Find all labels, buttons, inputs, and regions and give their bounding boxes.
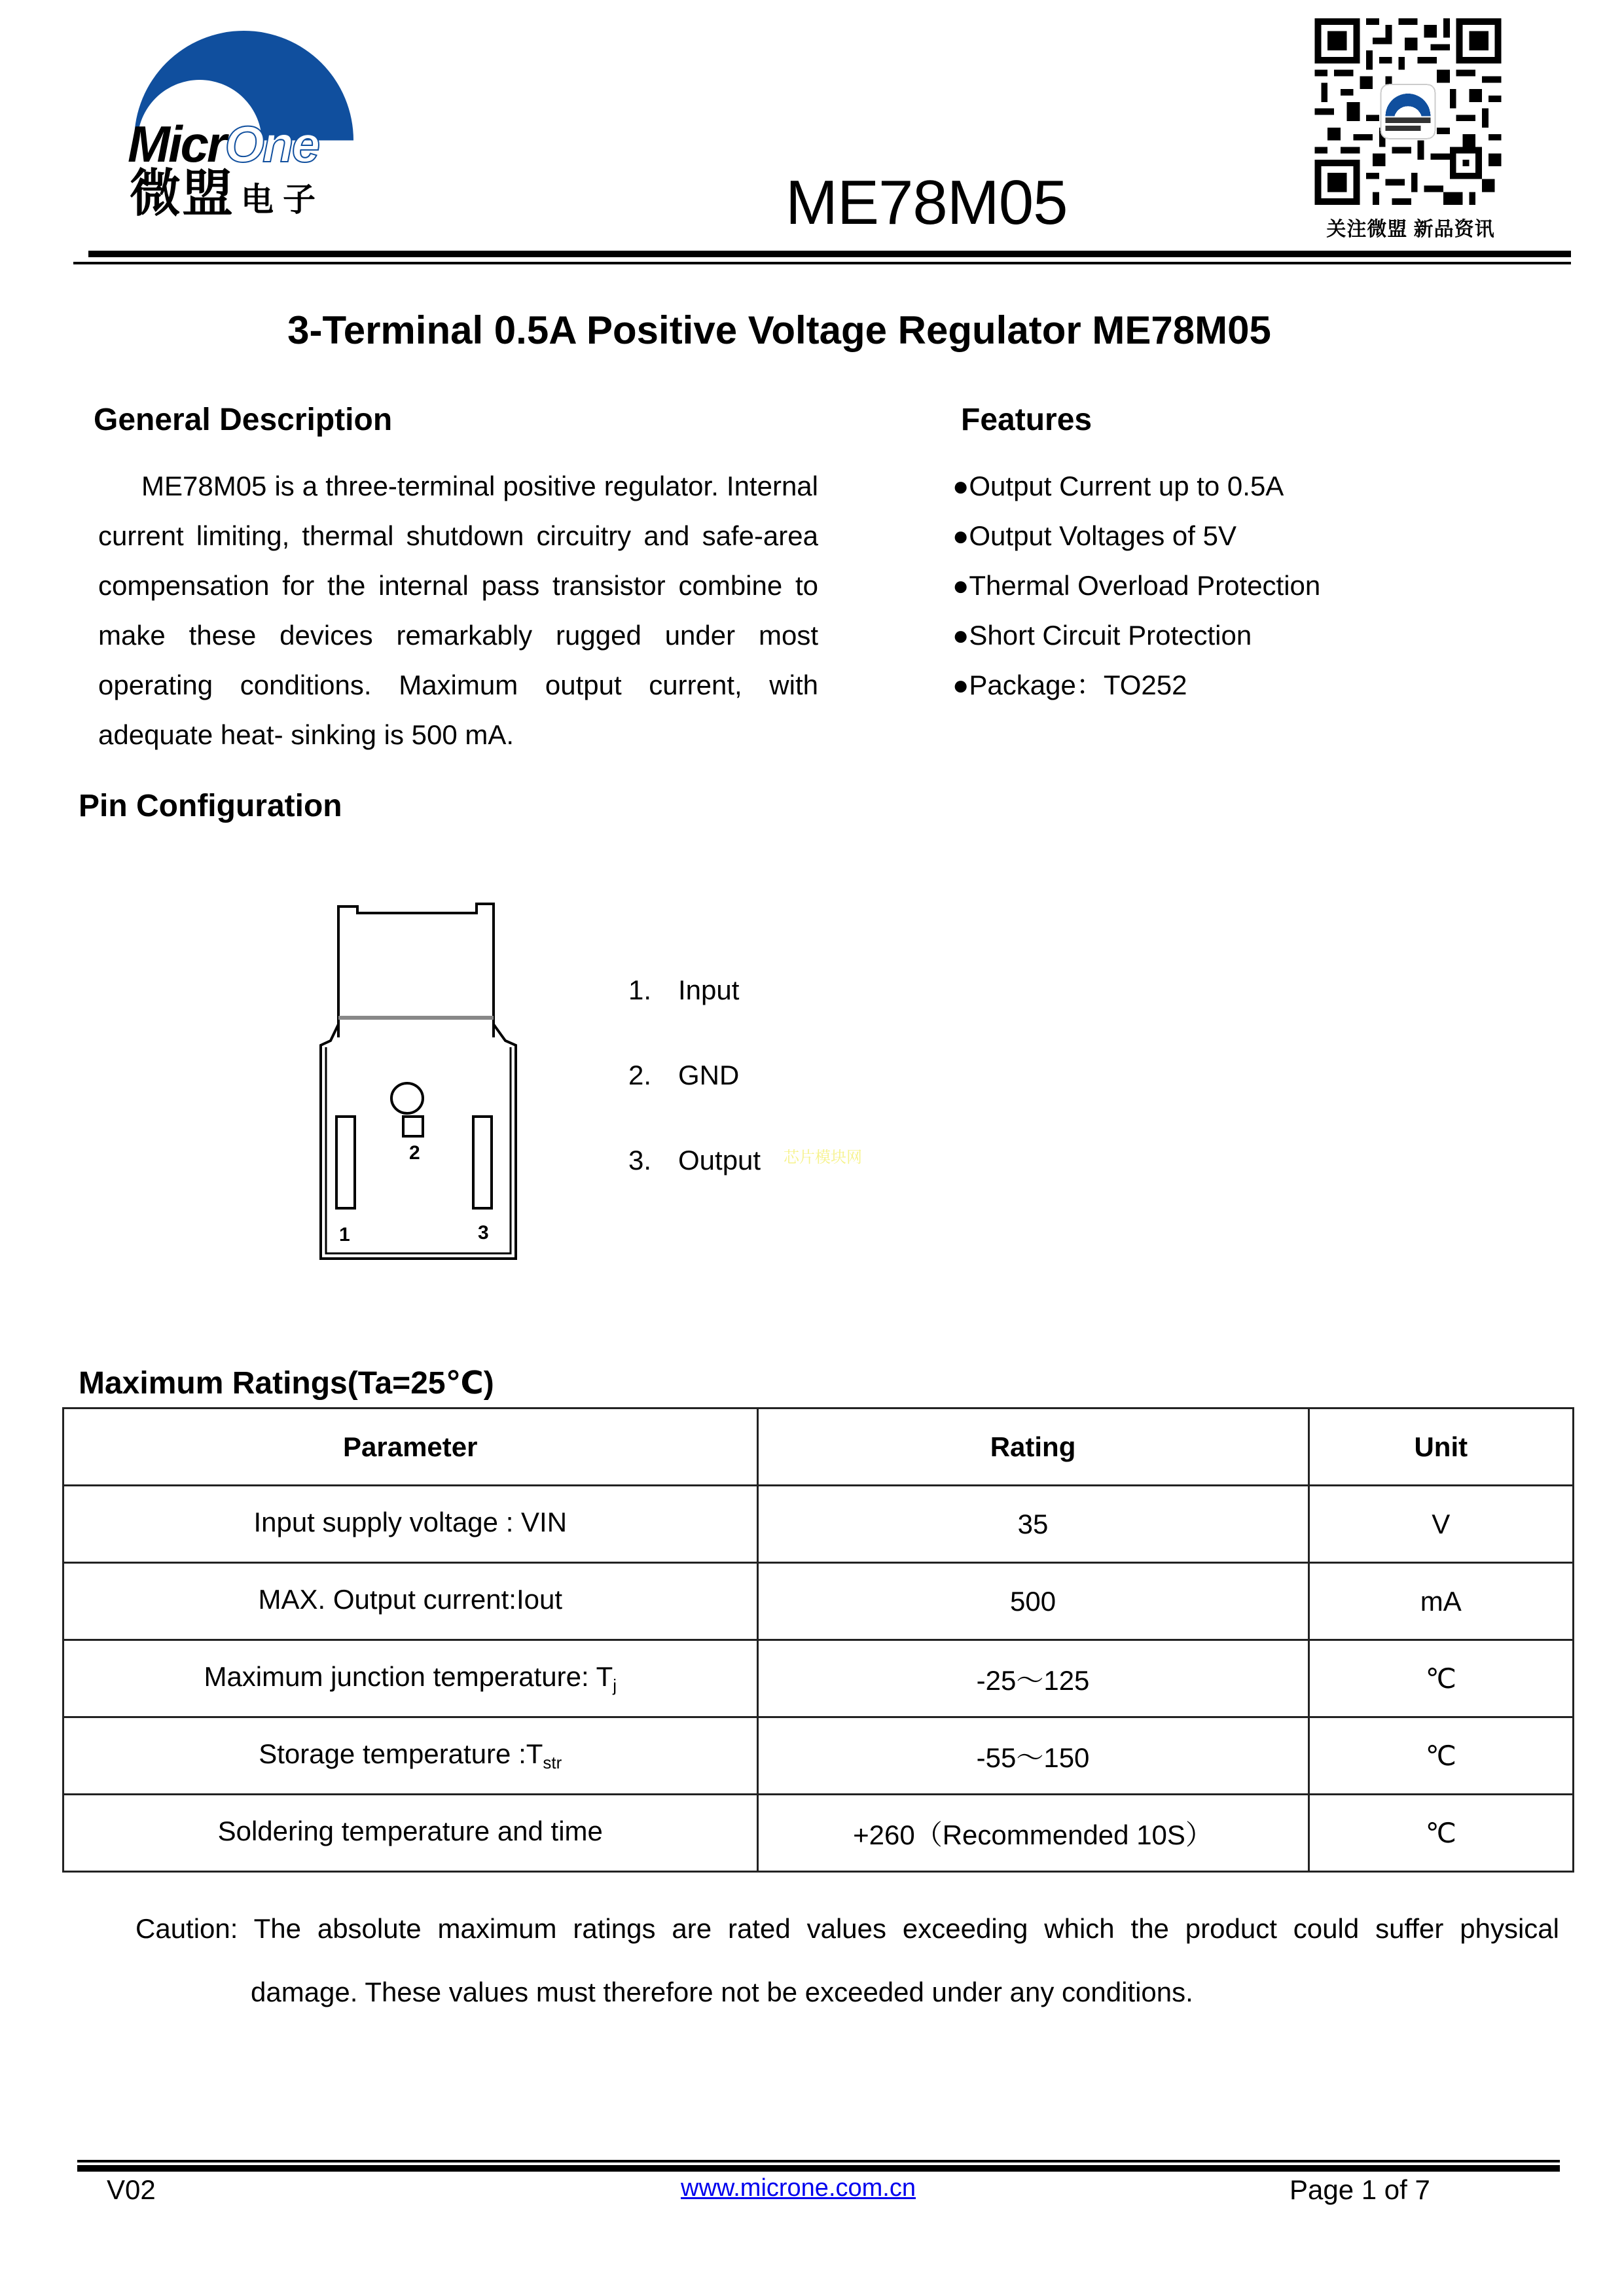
footer-rule-thick — [77, 2165, 1560, 2172]
table-row — [63, 1717, 1574, 1795]
package-pin-3-label: 3 — [478, 1222, 489, 1244]
pin-configuration-heading: Pin Configuration — [79, 789, 342, 823]
maximum-ratings-table — [62, 1407, 1574, 1873]
column-header-parameter: Parameter — [63, 1408, 758, 1486]
parameter-cell: Soldering temperature and time — [63, 1795, 758, 1872]
feature-item: ●Output Current up to 0.5A — [952, 471, 1284, 501]
watermark-text: 芯片模块网 — [784, 1149, 862, 1166]
qr-code-icon — [1306, 18, 1510, 205]
feature-item: ●Output Voltages of 5V — [952, 520, 1236, 551]
general-description-heading: General Description — [94, 403, 393, 437]
table-header-row — [63, 1408, 1574, 1486]
column-header-unit: Unit — [1308, 1408, 1573, 1486]
footer-rule-thin — [77, 2160, 1560, 2162]
rating-cell: 35 — [757, 1486, 1308, 1563]
table-row — [63, 1563, 1574, 1640]
caution-note: Caution: The absolute maximum ratings are rated values exceeding which the product could suffer physical damage. These values must therefore not be exceeded under any conditions. — [135, 1913, 1559, 2007]
parameter-cell: Input supply voltage : VIN — [63, 1486, 758, 1563]
unit-cell: ℃ — [1308, 1795, 1573, 1872]
footer-website-link[interactable]: www.microne.com.cn — [681, 2174, 916, 2202]
rating-cell: +260（Recommended 10S） — [757, 1795, 1308, 1872]
features-list — [952, 461, 1542, 710]
logo-chinese-name: 微盟 电子 — [130, 164, 325, 222]
general-description-body: ME78M05 is a three-terminal positive regulator. Internal current limiting, thermal shutdown circuitry and safe-area compensation for the internal pass transistor combine to make these devices remarkably rugged under most operating conditions. Maximum output current, with adequate heat- sinking is 500 mA. — [98, 471, 818, 750]
pin-item: 2. GND — [628, 1060, 740, 1090]
parameter-cell: Maximum junction temperature: $T_j$ — [63, 1640, 758, 1717]
unit-cell: ℃ — [1308, 1717, 1573, 1795]
parameter-cell: Storage temperature $:T_{str}$ — [63, 1717, 758, 1795]
features-heading: Features — [961, 403, 1092, 437]
company-logo — [118, 14, 360, 222]
document-part-number: ME78M05 — [785, 168, 1068, 238]
pin-list — [628, 974, 761, 1229]
qr-caption: 关注微盟 新品资讯 — [1326, 219, 1495, 240]
header-rule-thick — [88, 251, 1571, 257]
rating-cell: -55～150 — [757, 1717, 1308, 1795]
table-row — [63, 1486, 1574, 1563]
rating-cell: 500 — [757, 1563, 1308, 1640]
rating-cell: -25～125 — [757, 1640, 1308, 1717]
package-pin-1-label: 1 — [339, 1224, 350, 1246]
package-leads — [308, 1113, 530, 1270]
pin-item: 1. Input — [628, 975, 740, 1005]
table-row — [63, 1640, 1574, 1717]
feature-item: ●Short Circuit Protection — [952, 620, 1252, 651]
package-pin-2-label: 2 — [409, 1142, 420, 1164]
unit-cell: V — [1308, 1486, 1573, 1563]
unit-cell: ℃ — [1308, 1640, 1573, 1717]
column-header-rating: Rating — [757, 1408, 1308, 1486]
unit-cell: mA — [1308, 1563, 1573, 1640]
header-rule-thin — [73, 262, 1571, 264]
document-title: 3-Terminal 0.5A Positive Voltage Regulator ME78M05 — [287, 308, 1271, 352]
logo-wordmark: MicrOne — [128, 115, 319, 173]
footer-version: V02 — [107, 2174, 156, 2205]
pin-item: 3. Output — [628, 1145, 761, 1175]
maximum-ratings-heading: Maximum Ratings(Ta=25℃) — [79, 1366, 494, 1401]
parameter-cell: MAX. Output current:Iout — [63, 1563, 758, 1640]
feature-item: ●Package：TO252 — [952, 670, 1187, 700]
footer-page-number: Page 1 of 7 — [1290, 2174, 1430, 2205]
table-row — [63, 1795, 1574, 1872]
feature-item: ●Thermal Overload Protection — [952, 570, 1321, 601]
